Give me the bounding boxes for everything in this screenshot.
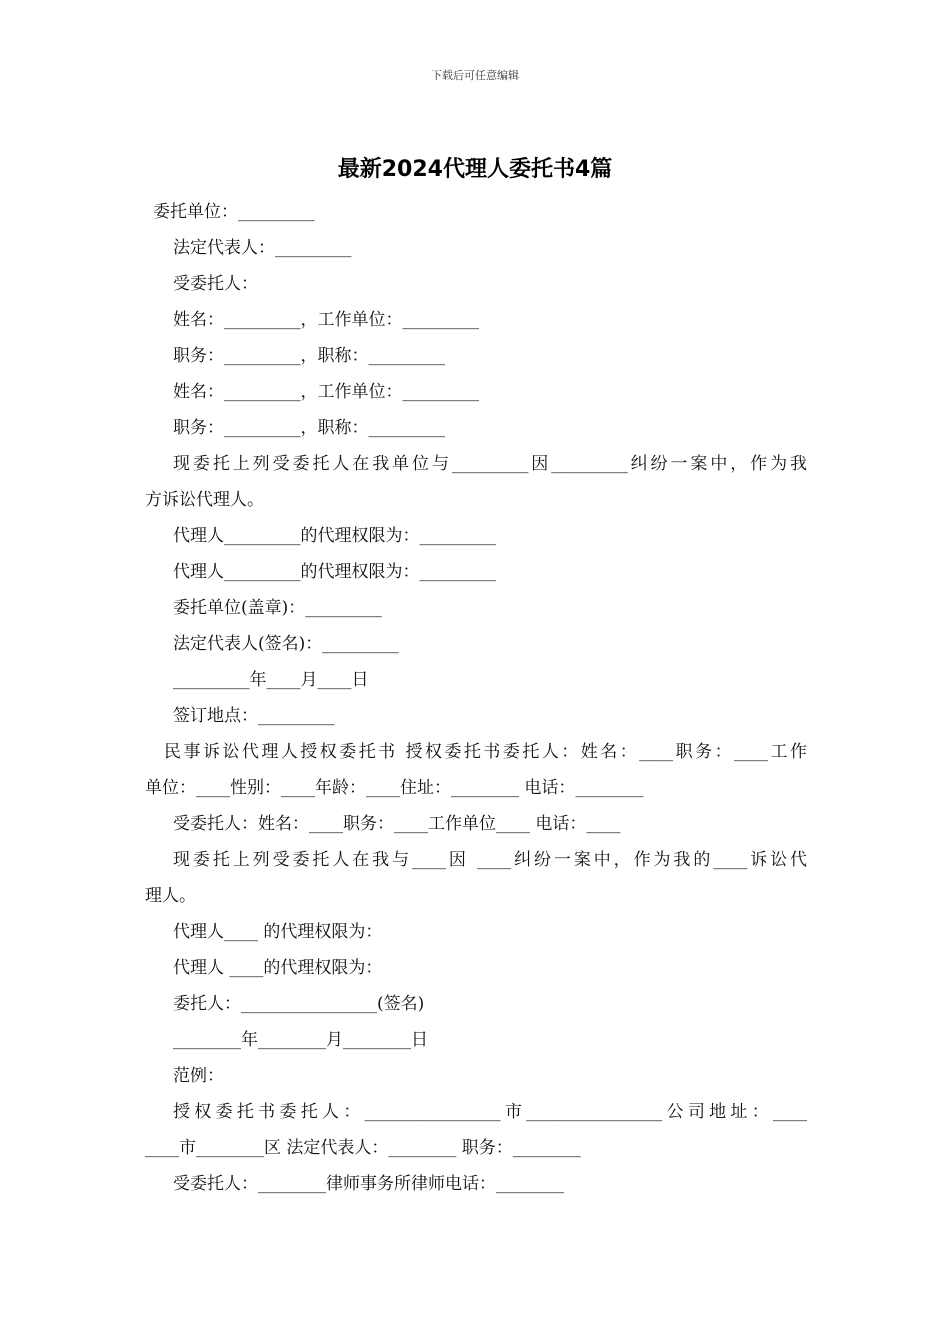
- text-line-civil-agent: 受委托人：姓名：____职务：____工作单位____ 电话：____: [173, 814, 621, 834]
- text-line-entrust-2: 方诉讼代理人。: [145, 490, 264, 510]
- text-line-agent-1-name: 姓名：_________，工作单位：_________: [173, 310, 479, 330]
- text-line-authority-2: 代理人_________的代理权限为：_________: [173, 562, 496, 582]
- text-line-seal: 委托单位(盖章)：_________: [173, 598, 382, 618]
- text-line-agent-2-name: 姓名：_________，工作单位：_________: [173, 382, 479, 402]
- text-line-signature: 法定代表人(签名)：_________: [173, 634, 399, 654]
- text-line-example-1: 授权委托书委托人：________________市________________公司地址：____: [173, 1102, 807, 1122]
- text-line-civil-date: ________年________月________日: [173, 1030, 428, 1050]
- document-title: 最新2024代理人委托书4篇: [337, 157, 613, 182]
- text-line-date: _________年____月____日: [173, 670, 369, 690]
- text-line-agent-2-title: 职务：_________，职称：_________: [173, 418, 445, 438]
- text-line-civil-entrust-2: 理人。: [145, 886, 196, 906]
- text-line-principal-unit: 委托单位：_________: [153, 202, 315, 222]
- text-line-place: 签订地点：_________: [173, 706, 335, 726]
- text-line-entrust-1: 现委托上列受委托人在我单位与_________因_________纠纷一案中，作为我: [173, 454, 807, 474]
- text-line-example-3: 受委托人：________律师事务所律师电话：________: [173, 1174, 564, 1194]
- header-note: 下载后可任意编辑: [431, 69, 519, 82]
- text-line-civil-authority-1: 代理人____ 的代理权限为：: [173, 922, 383, 942]
- text-line-legal-rep: 法定代表人：_________: [173, 238, 352, 258]
- text-line-agent-1-title: 职务：_________，职称：_________: [173, 346, 445, 366]
- text-line-example: 范例：: [173, 1066, 224, 1086]
- text-line-civil-2: 单位：____性别：____年龄：____住址：________ 电话：________: [145, 778, 644, 798]
- text-line-agents: 受委托人：: [173, 274, 258, 294]
- text-line-civil-entrust-1: 现委托上列受委托人在我与____因 ____纠纷一案中，作为我的____诉讼代: [173, 850, 807, 870]
- text-line-civil-signature: 委托人：________________(签名): [173, 994, 425, 1014]
- text-line-authority-1: 代理人_________的代理权限为：_________: [173, 526, 496, 546]
- text-line-civil-authority-2: 代理人 ____的代理权限为：: [173, 958, 383, 978]
- text-line-example-2: ____市________区 法定代表人：________ 职务：________: [145, 1138, 581, 1158]
- text-line-civil-1: 民事诉讼代理人授权委托书 授权委托书委托人：姓名：____职务：____工作: [164, 742, 807, 762]
